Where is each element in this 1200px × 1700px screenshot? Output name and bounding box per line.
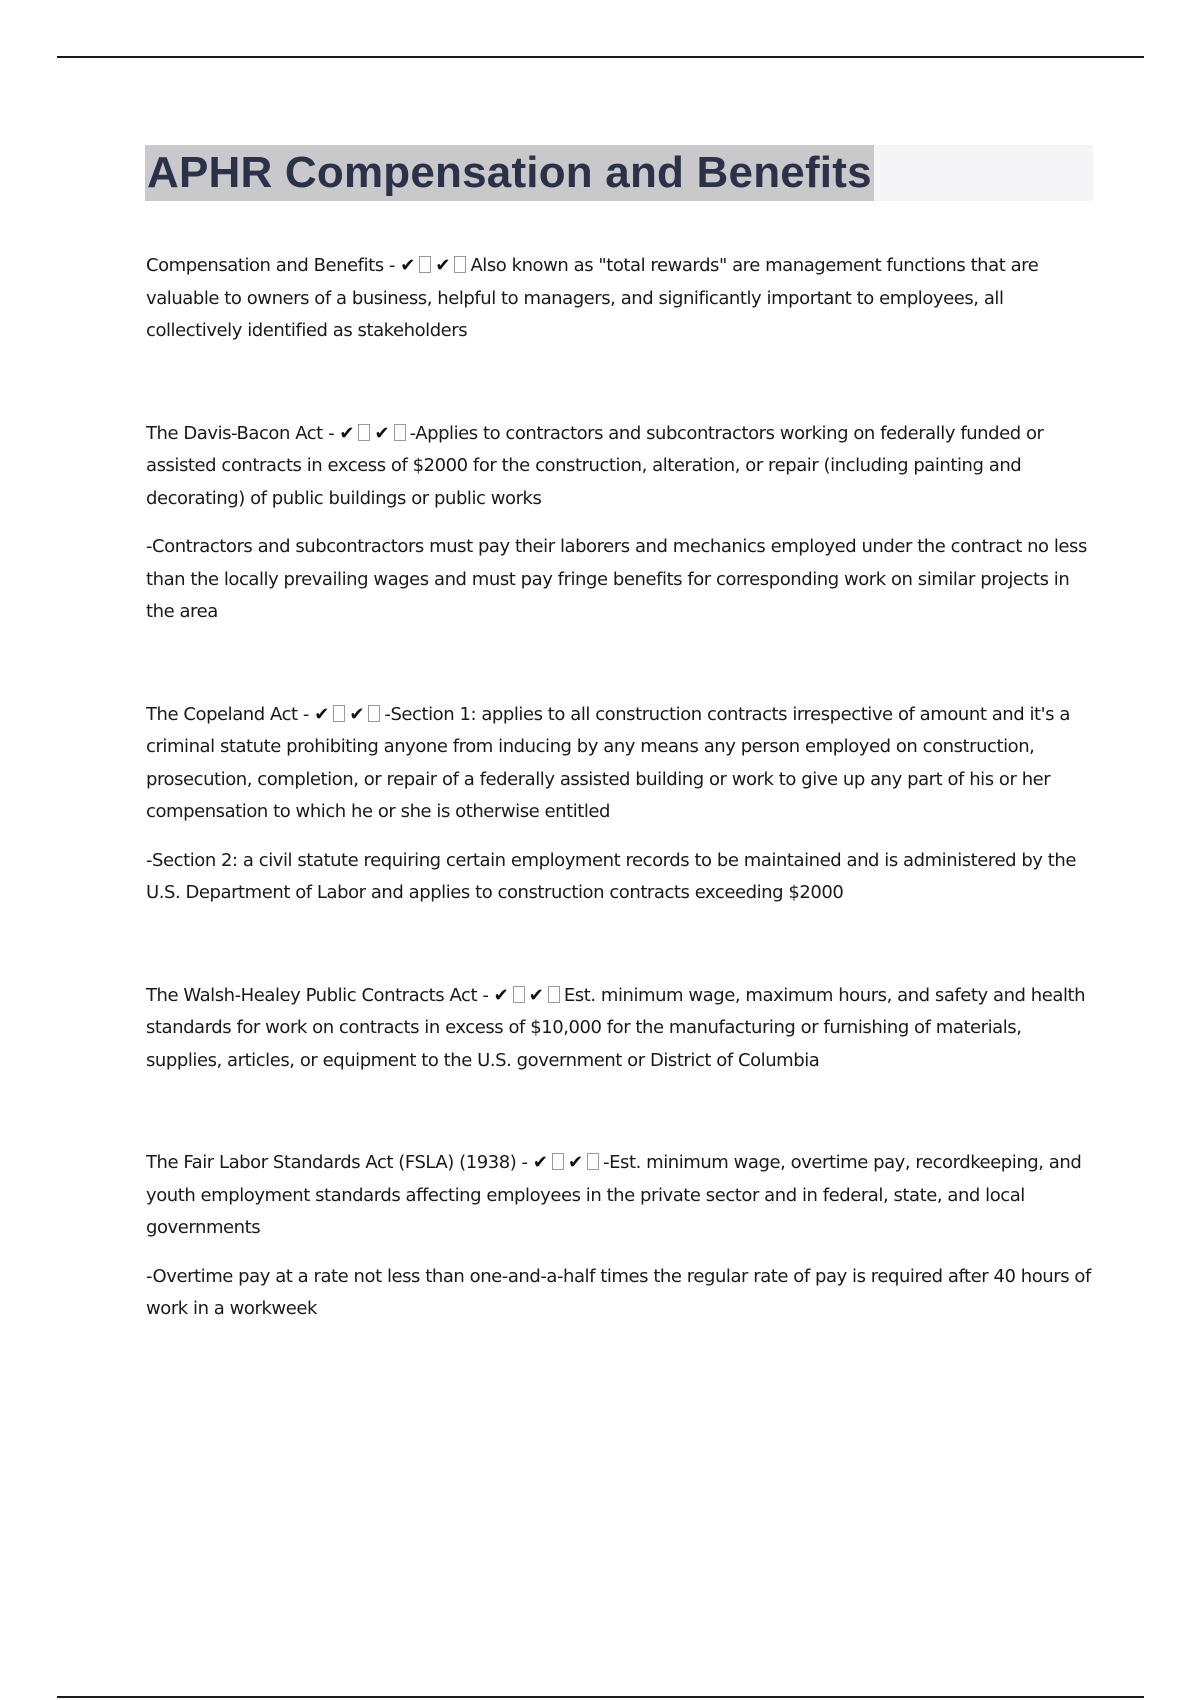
missing-glyph-box-icon — [513, 986, 525, 1003]
entry-definition: Also known as "total rewards" are management functions that are valuable to owners of a business, helpful to managers, and significantly important to employees, all collectively identified as stakeholders — [146, 255, 1039, 341]
entry-definition: -Est. minimum wage, overtime pay, recordkeeping, and youth employment standards affecting employees in the private sector and in federal, state, and local governments — [146, 1152, 1082, 1238]
missing-glyph-box-icon — [358, 424, 370, 441]
entry-term: Compensation and Benefits - — [146, 255, 401, 276]
check-mark-icon: ✔ — [314, 703, 330, 725]
check-mark-icon: ✔ — [349, 703, 365, 725]
missing-glyph-box-icon — [333, 705, 345, 722]
answer-marker — [339, 423, 409, 444]
entry-term: The Davis-Bacon Act - — [146, 422, 340, 444]
answer-marker — [494, 985, 564, 1006]
missing-glyph-box-icon — [368, 705, 380, 722]
answer-marker — [533, 1152, 603, 1173]
entry-definition: -Section 1: applies to all construction contracts irrespective of amount and it's a criminal statute prohibiting anyone from inducing by any means any person employed on construction, prosecution, completion, or repair of a federally assisted building or work to give up any part of his or her compensation to which he or she is otherwise entitled — [146, 703, 1070, 822]
document-body — [146, 250, 1092, 1326]
check-mark-icon: ✔ — [339, 422, 355, 444]
missing-glyph-box-icon — [419, 256, 431, 273]
check-mark-icon: ✔ — [435, 255, 451, 276]
check-mark-icon: ✔ — [528, 984, 544, 1006]
entry-continuation-paragraph: -Contractors and subcontractors must pay their laborers and mechanics employed under the contract no less than the locally prevailing wages and must pay fringe benefits for corresponding work on similar projects in the area — [146, 536, 1087, 622]
check-mark-icon: ✔ — [567, 1152, 584, 1173]
entry-term: The Fair Labor Standards Act (FSLA) (1938) - — [146, 1152, 533, 1173]
entry-main-paragraph — [146, 980, 1092, 1078]
missing-glyph-box-icon — [552, 1153, 564, 1170]
flashcard-entry — [146, 250, 1092, 348]
flashcard-entry — [146, 699, 1092, 910]
entry-main-paragraph — [146, 699, 1092, 829]
answer-marker — [400, 255, 470, 276]
check-mark-icon: ✔ — [493, 984, 509, 1006]
missing-glyph-box-icon — [548, 986, 560, 1003]
entry-main-paragraph — [146, 250, 1092, 348]
entry-continuation-paragraph: -Section 2: a civil statute requiring certain employment records to be maintained and is administered by the U.S. Department of Labor and applies to construction contracts exceeding $2000 — [146, 849, 1076, 903]
entry-term: The Copeland Act - — [146, 703, 315, 725]
entry-main-paragraph — [146, 418, 1092, 516]
check-mark-icon: ✔ — [400, 255, 416, 276]
flashcard-entry — [146, 418, 1092, 629]
check-mark-icon: ✔ — [374, 422, 390, 444]
top-rule — [57, 56, 1144, 58]
flashcard-entry — [146, 980, 1092, 1078]
entry-term: The Walsh-Healey Public Contracts Act - — [146, 984, 494, 1006]
missing-glyph-box-icon — [394, 424, 406, 441]
entry-definition: -Applies to contractors and subcontractors working on federally funded or assisted contracts in excess of $2000 for the construction, alteration, or repair (including painting and decorating) of public buildings or public works — [146, 422, 1044, 509]
flashcard-entry — [146, 1147, 1092, 1326]
answer-marker — [314, 704, 384, 725]
missing-glyph-box-icon — [587, 1153, 599, 1170]
entry-list — [146, 250, 1092, 1326]
bottom-rule — [57, 1696, 1144, 1698]
entry-continuation-paragraph: -Overtime pay at a rate not less than one-and-a-half times the regular rate of pay is required after 40 hours of work in a workweek — [146, 1265, 1091, 1319]
page-title: APHR Compensation and Benefits — [145, 145, 874, 201]
check-mark-icon: ✔ — [532, 1152, 548, 1173]
missing-glyph-box-icon — [454, 256, 466, 273]
entry-main-paragraph — [146, 1147, 1092, 1245]
entry-definition: Est. minimum wage, maximum hours, and safety and health standards for work on contracts in excess of $10,000 for the manufacturing or furnishing of materials, supplies, articles, or equipment to the U.S. government or District of Columbia — [146, 984, 1086, 1071]
